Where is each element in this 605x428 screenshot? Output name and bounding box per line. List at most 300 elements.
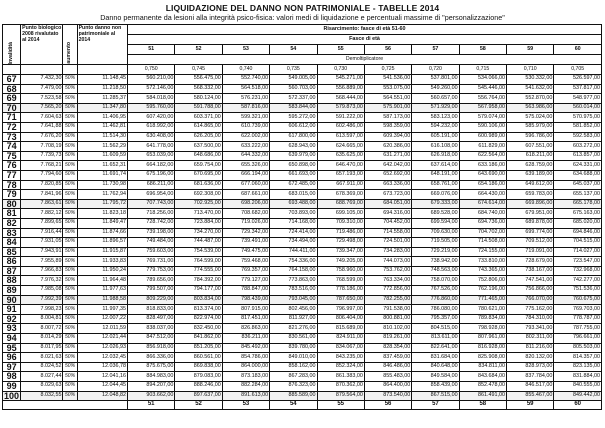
value-cell: 655.137,00: [554, 190, 602, 200]
punto-biologico-cell: 7.882,12: [21, 209, 63, 219]
value-cell: 734.494,00: [270, 238, 317, 248]
value-cell: 633.186,00: [459, 161, 506, 171]
table-row: [3, 218, 602, 228]
value-cell: 782.255,00: [364, 295, 411, 305]
aumento-cell: 50%: [63, 276, 77, 286]
value-cell: 641.778,00: [128, 142, 175, 152]
value-cell: 654.186,00: [459, 180, 506, 190]
value-cell: 648.191,00: [412, 170, 459, 180]
punto-danno-cell: 11.406,95: [77, 113, 127, 123]
value-cell: 894.207,00: [128, 382, 175, 392]
value-cell: 688.769,00: [317, 199, 364, 209]
value-cell: 759.468,00: [222, 257, 269, 267]
value-cell: 657.193,00: [317, 170, 364, 180]
page-subtitle: Danno permanente da lesioni alla integrità psico-fisica: valori medi di liquidazione e percentuali massime di "personalizzazione": [100, 13, 505, 22]
value-cell: 744.411,00: [270, 247, 317, 257]
punto-danno-cell: 12.011,59: [77, 324, 127, 334]
value-cell: 661.693,00: [270, 170, 317, 180]
value-cell: 749.205,00: [317, 257, 364, 267]
value-cell: 763.334,00: [364, 276, 411, 286]
punto-biologico-cell: 7.985,08: [21, 286, 63, 296]
value-cell: 861.383,00: [317, 372, 364, 382]
value-cell: 879.083,00: [175, 372, 222, 382]
value-cell: 813.374,00: [175, 305, 222, 315]
invalidita-cell: 79: [3, 190, 21, 200]
punto-biologico-cell: 7.955,89: [21, 257, 63, 267]
value-cell: 784.310,00: [507, 314, 554, 324]
invalidita-cell: 100: [4, 391, 20, 401]
invalidita-cell: 96: [3, 353, 21, 363]
value-cell: 789.834,00: [459, 314, 506, 324]
value-cell: 598.359,00: [364, 122, 411, 132]
aumento-cell: 50%: [63, 103, 77, 113]
value-cell: 587.173,00: [364, 113, 411, 123]
value-cell: 571.929,00: [412, 103, 459, 113]
value-cell: 655.326,00: [222, 161, 269, 171]
invalidita-cell: 94: [3, 334, 21, 344]
value-cell: 698.206,00: [222, 199, 269, 209]
value-cell: 754.336,00: [270, 257, 317, 267]
multiplier-header: 0,715: [459, 65, 506, 75]
value-cell: 729.342,00: [222, 228, 269, 238]
value-cell: 825.908,00: [459, 353, 506, 363]
value-cell: 689.528,00: [412, 209, 459, 219]
value-cell: 823.135,00: [554, 362, 602, 372]
value-cell: 637.500,00: [175, 142, 222, 152]
value-cell: 686.211,00: [128, 180, 175, 190]
value-cell: 675.196,00: [128, 170, 175, 180]
punto-danno-cell: 11.964,48: [77, 276, 127, 286]
multiplier-header: 0,730: [317, 65, 364, 75]
value-cell: 669.896,00: [507, 199, 554, 209]
value-cell: 873.183,00: [222, 372, 269, 382]
value-cell: 748.563,00: [412, 266, 459, 276]
age-header: 51: [128, 45, 175, 55]
value-cell: 639.189,00: [507, 170, 554, 180]
value-cell: 787.650,00: [317, 295, 364, 305]
value-cell: 719.026,00: [222, 218, 269, 228]
value-cell: 699.594,00: [412, 218, 459, 228]
value-cell: 674.614,00: [459, 199, 506, 209]
value-cell: 778.787,00: [554, 314, 602, 324]
value-cell: 776.860,00: [412, 295, 459, 305]
punto-danno-cell: 11.462,81: [77, 122, 127, 132]
table-row: [3, 190, 602, 200]
value-cell: 794.177,00: [175, 286, 222, 296]
value-cell: 541.536,00: [364, 75, 411, 85]
value-cell: 699.105,00: [317, 209, 364, 219]
aumento-cell: 50%: [63, 372, 77, 382]
invalidita-cell: 90: [3, 295, 21, 305]
aumento-cell: 50%: [63, 286, 77, 296]
punto-biologico-cell: 7.966,83: [21, 266, 63, 276]
table-row: [3, 314, 602, 324]
value-cell: 849.584,00: [412, 372, 459, 382]
value-cell: 590.106,00: [459, 122, 506, 132]
table-row: [3, 84, 602, 94]
value-cell: 841.862,00: [175, 334, 222, 344]
aumento-cell: 50%: [63, 314, 77, 324]
punto-biologico-cell: 7.820,85: [21, 180, 63, 190]
table-row: [3, 94, 602, 104]
value-cell: 758.070,00: [412, 276, 459, 286]
age-header: 59: [507, 45, 554, 55]
value-cell: 891.613,00: [222, 391, 269, 401]
value-cell: 796.997,00: [317, 305, 364, 315]
value-cell: 626.205,00: [175, 132, 222, 142]
value-cell: 897.637,00: [175, 391, 222, 401]
value-cell: 858.162,00: [270, 362, 317, 372]
value-cell: 541.632,00: [507, 84, 554, 94]
value-cell: 666.194,00: [222, 170, 269, 180]
value-cell: 624.331,00: [554, 161, 602, 171]
punto-biologico-cell: 7.479,00: [21, 84, 63, 94]
age-footer: 57: [412, 401, 459, 410]
aumento-cell: 50%: [63, 199, 77, 209]
value-cell: 584.018,00: [128, 94, 175, 104]
value-cell: 760.675,00: [554, 295, 602, 305]
value-cell: 837.784,00: [507, 372, 554, 382]
value-cell: 824.911,00: [317, 334, 364, 344]
value-cell: 563.986,00: [507, 103, 554, 113]
value-cell: 648.686,00: [175, 151, 222, 161]
value-cell: 644.332,00: [222, 151, 269, 161]
table-row: [3, 362, 602, 372]
multiplier-header: 0,705: [554, 65, 602, 75]
value-cell: 846.486,00: [364, 362, 411, 372]
punto-danno-cell: 11.915,87: [77, 247, 127, 257]
table-row: [3, 103, 602, 113]
value-cell: 534.066,00: [459, 75, 506, 85]
value-cell: 611.829,00: [459, 142, 506, 152]
value-cell: 591.222,00: [317, 113, 364, 123]
aumento-cell: 50%: [63, 353, 77, 363]
value-cell: 744.073,00: [364, 257, 411, 267]
punto-biologico-cell: 7.899,65: [21, 218, 63, 228]
value-cell: 606.612,00: [270, 122, 317, 132]
value-cell: 583.844,00: [270, 103, 317, 113]
aumento-cell: 50%: [63, 161, 77, 171]
value-cell: 840.648,00: [412, 362, 459, 372]
value-cell: 605.191,00: [412, 132, 459, 142]
aumento-cell: 50%: [63, 218, 77, 228]
value-cell: 658.761,00: [412, 180, 459, 190]
value-cell: 592.583,00: [554, 132, 602, 142]
value-cell: 610.739,00: [222, 122, 269, 132]
punto-danno-cell: 11.652,31: [77, 161, 127, 171]
value-cell: 713.470,00: [175, 209, 222, 219]
value-cell: 685.020,00: [554, 218, 602, 228]
punto-biologico-cell: 7.565,20: [21, 103, 63, 113]
value-cell: 607.420,00: [128, 113, 175, 123]
value-cell: 762.196,00: [459, 286, 506, 296]
value-cell: 694.736,00: [459, 218, 506, 228]
value-cell: 548.977,00: [554, 94, 602, 104]
value-cell: 631.271,00: [364, 151, 411, 161]
value-cell: 839.780,00: [270, 343, 317, 353]
value-cell: 724.501,00: [364, 238, 411, 248]
invalidita-cell: 97: [3, 362, 21, 372]
value-cell: 696.954,00: [128, 190, 175, 200]
value-cell: 669.076,00: [412, 190, 459, 200]
value-cell: 860.561,00: [175, 353, 222, 363]
value-cell: 789.656,00: [128, 276, 175, 286]
value-cell: 840.555,00: [554, 382, 602, 392]
value-cell: 831.884,00: [554, 372, 602, 382]
aumento-cell: 50%: [63, 295, 77, 305]
punto-biologico-cell: 7.739,73: [21, 151, 63, 161]
value-cell: 556.889,00: [317, 84, 364, 94]
value-cell: 867.515,00: [412, 391, 459, 401]
value-cell: 807.961,00: [459, 334, 506, 344]
table-row: [3, 75, 602, 85]
table-row: [3, 382, 602, 392]
table-row: [3, 257, 602, 267]
punto-biologico-cell: 7.523,58: [21, 94, 63, 104]
table-row: [3, 113, 602, 123]
value-cell: 603.371,00: [175, 113, 222, 123]
punto-danno-cell: 11.218,50: [77, 84, 127, 94]
value-cell: 670.695,00: [175, 170, 222, 180]
value-cell: 622.564,00: [459, 151, 506, 161]
value-cell: 537.801,00: [412, 75, 459, 85]
value-cell: 734.270,00: [175, 228, 222, 238]
value-cell: 787.755,00: [554, 324, 602, 334]
fasce-header: Fasce di età: [128, 35, 602, 45]
invalidita-cell: 74: [3, 142, 21, 152]
table-body: [3, 75, 602, 401]
value-cell: 753.762,00: [364, 266, 411, 276]
value-cell: 653.039,00: [128, 151, 175, 161]
invalidita-cell: 73: [3, 132, 21, 142]
value-cell: 822.974,00: [175, 314, 222, 324]
value-cell: 704.515,00: [554, 238, 602, 248]
value-cell: 724.155,00: [459, 247, 506, 257]
value-cell: 692.308,00: [175, 190, 222, 200]
value-cell: 683.015,00: [270, 190, 317, 200]
age-footer: 54: [270, 401, 317, 410]
value-cell: 738.167,00: [507, 266, 554, 276]
invalidita-cell: 86: [3, 257, 21, 267]
punto-danno-cell: 11.148,45: [77, 75, 127, 85]
value-cell: 728.679,00: [507, 257, 554, 267]
age-header: 54: [270, 45, 317, 55]
value-cell: 796.661,00: [554, 334, 602, 344]
value-cell: 689.878,00: [507, 218, 554, 228]
table-row: [3, 295, 602, 305]
value-cell: 723.884,00: [175, 218, 222, 228]
punto-biologico-cell: 8.029,63: [21, 382, 63, 392]
value-cell: 556.475,00: [175, 75, 222, 85]
punto-biologico-cell: 7.708,19: [21, 142, 63, 152]
value-cell: 793.045,00: [270, 295, 317, 305]
invalidita-cell: 75: [3, 151, 21, 161]
value-cell: 849.010,00: [270, 353, 317, 363]
value-cell: 537.817,00: [554, 84, 602, 94]
age-footer: 51: [128, 401, 175, 410]
value-cell: 613.597,00: [317, 132, 364, 142]
table-row: [3, 228, 602, 238]
value-cell: 709.512,00: [507, 238, 554, 248]
value-cell: 714.558,00: [364, 228, 411, 238]
value-cell: 549.260,00: [412, 84, 459, 94]
value-cell: 786.080,00: [412, 305, 459, 315]
value-cell: 626.918,00: [412, 151, 459, 161]
value-cell: 851.205,00: [175, 343, 222, 353]
value-cell: 564.551,00: [364, 94, 411, 104]
invalidita-cell: 99: [3, 382, 21, 392]
value-cell: 749.484,00: [128, 238, 175, 248]
age-footer: 56: [364, 401, 411, 410]
punto-biologico-cell: 7.943,91: [21, 247, 63, 257]
value-cell: 664.182,00: [128, 161, 175, 171]
punto-danno-cell: 11.795,72: [77, 199, 127, 209]
value-cell: 620.386,00: [364, 142, 411, 152]
value-cell: 852.478,00: [459, 382, 506, 392]
value-cell: 617.800,00: [270, 132, 317, 142]
punto-biologico-cell: 8.032,55: [21, 391, 63, 401]
value-cell: 769.703,00: [554, 305, 602, 315]
value-cell: 873.540,00: [364, 391, 411, 401]
value-cell: 649.612,00: [507, 180, 554, 190]
age-header: 55: [317, 45, 364, 55]
aumento-header: aumento: [63, 25, 77, 65]
value-cell: 549.005,00: [270, 75, 317, 85]
value-cell: 822.641,00: [412, 343, 459, 353]
value-cell: 602.486,00: [317, 122, 364, 132]
value-cell: 678.369,00: [317, 190, 364, 200]
value-cell: 635.625,00: [317, 151, 364, 161]
aumento-cell: 50%: [63, 334, 77, 344]
value-cell: 572.337,00: [270, 94, 317, 104]
invalidita-cell: 77: [3, 170, 21, 180]
value-cell: 580.124,00: [175, 94, 222, 104]
invalidita-cell: 80: [3, 199, 21, 209]
value-cell: 618.211,00: [507, 151, 554, 161]
value-cell: 739.491,00: [222, 238, 269, 248]
value-cell: 810.102,00: [364, 324, 411, 334]
value-cell: 603.272,00: [554, 142, 602, 152]
value-cell: 616.108,00: [412, 142, 459, 152]
value-cell: 560.703,00: [270, 84, 317, 94]
age-footer: 59: [507, 401, 554, 410]
invalidita-cell: 78: [3, 180, 21, 190]
punto-biologico-cell: 7.794,60: [21, 170, 63, 180]
punto-danno-cell: 11.762,94: [77, 190, 127, 200]
value-cell: 645.037,00: [554, 180, 602, 190]
multiplier-header: 0,740: [222, 65, 269, 75]
punto-biologico-cell: 8.004,81: [21, 314, 63, 324]
value-cell: 665.178,00: [554, 199, 602, 209]
aumento-cell: 50%: [63, 391, 77, 401]
table-row: [3, 161, 602, 171]
invalidita-cell: 98: [3, 372, 21, 382]
value-cell: 798.439,00: [222, 295, 269, 305]
aumento-cell: 50%: [63, 151, 77, 161]
value-cell: 560.210,00: [128, 75, 175, 85]
value-cell: 875.675,00: [128, 362, 175, 372]
punto-biologico-cell: 8.017,95: [21, 343, 63, 353]
invalidita-cell: 69: [3, 94, 21, 104]
age-footer: 60: [554, 401, 602, 410]
table-row: [3, 286, 602, 296]
punto-danno-cell: 11.514,30: [77, 132, 127, 142]
value-cell: 729.498,00: [317, 238, 364, 248]
value-cell: 888.246,00: [175, 382, 222, 392]
value-cell: 591.788,00: [175, 103, 222, 113]
punto-danno-cell: 11.823,18: [77, 209, 127, 219]
multiplier-header: 0,725: [364, 65, 411, 75]
value-cell: 758.960,00: [317, 266, 364, 276]
value-cell: 845.492,00: [222, 343, 269, 353]
invalidita-cell: 68: [3, 84, 21, 94]
table-row: [3, 142, 602, 152]
value-cell: 803.834,00: [175, 295, 222, 305]
value-cell: 764.599,00: [175, 257, 222, 267]
value-cell: 798.928,00: [459, 324, 506, 334]
value-cell: 807.915,00: [222, 305, 269, 315]
value-cell: 560.014,00: [554, 103, 602, 113]
value-cell: 802.311,00: [507, 334, 554, 344]
value-cell: 744.487,00: [175, 238, 222, 248]
age-footer: 58: [459, 401, 506, 410]
punto-biologico-cell: 7.998,23: [21, 305, 63, 315]
punto-danno-cell: 12.036,78: [77, 362, 127, 372]
value-cell: 738.942,00: [412, 257, 459, 267]
punto-danno-cell: 11.691,74: [77, 170, 127, 180]
value-cell: 628.943,00: [270, 142, 317, 152]
value-cell: 634.688,00: [554, 170, 602, 180]
punto-biologico-cell: 7.992,39: [21, 295, 63, 305]
value-cell: 707.743,00: [128, 199, 175, 209]
value-cell: 622.002,00: [222, 132, 269, 142]
value-cell: 771.465,00: [459, 295, 506, 305]
aumento-cell: 50%: [63, 84, 77, 94]
invalidita-cell: 71: [3, 113, 21, 123]
value-cell: 699.774,00: [507, 228, 554, 238]
table-row: [3, 343, 602, 353]
punto-biologico-cell: 7.863,61: [21, 199, 63, 209]
value-cell: 831.684,00: [412, 353, 459, 363]
table-row: [3, 266, 602, 276]
aumento-cell: 50%: [63, 75, 77, 85]
value-cell: 819.261,00: [364, 334, 411, 344]
punto-danno-cell: 12.048,82: [77, 391, 127, 401]
age-header: 58: [459, 45, 506, 55]
punto-biologico-cell: 7.841,96: [21, 190, 63, 200]
punto-danno-cell: 11.347,80: [77, 103, 127, 113]
punto-biologico-cell: 8.024,52: [21, 362, 63, 372]
value-cell: 628.759,00: [507, 161, 554, 171]
value-cell: 575.024,00: [507, 113, 554, 123]
value-cell: 764.158,00: [270, 266, 317, 276]
value-cell: 742.277,00: [554, 276, 602, 286]
punto-danno-cell: 11.977,63: [77, 286, 127, 296]
punto-danno-cell: 11.950,24: [77, 266, 127, 276]
value-cell: 733.810,00: [459, 257, 506, 267]
value-cell: 756.866,00: [507, 286, 554, 296]
punto-danno-cell: 11.997,35: [77, 305, 127, 315]
invalidita-cell: 82: [3, 218, 21, 228]
value-cell: 754.539,00: [175, 247, 222, 257]
value-cell: 719.091,00: [507, 247, 554, 257]
value-cell: 791.538,00: [364, 305, 411, 315]
value-cell: 637.614,00: [412, 161, 459, 171]
value-cell: 567.958,00: [459, 103, 506, 113]
punto-biologico-header: Punto biologico 2008 rivalutato al 2014: [21, 25, 63, 65]
value-cell: 884.983,00: [128, 372, 175, 382]
aumento-cell: 50%: [63, 324, 77, 334]
